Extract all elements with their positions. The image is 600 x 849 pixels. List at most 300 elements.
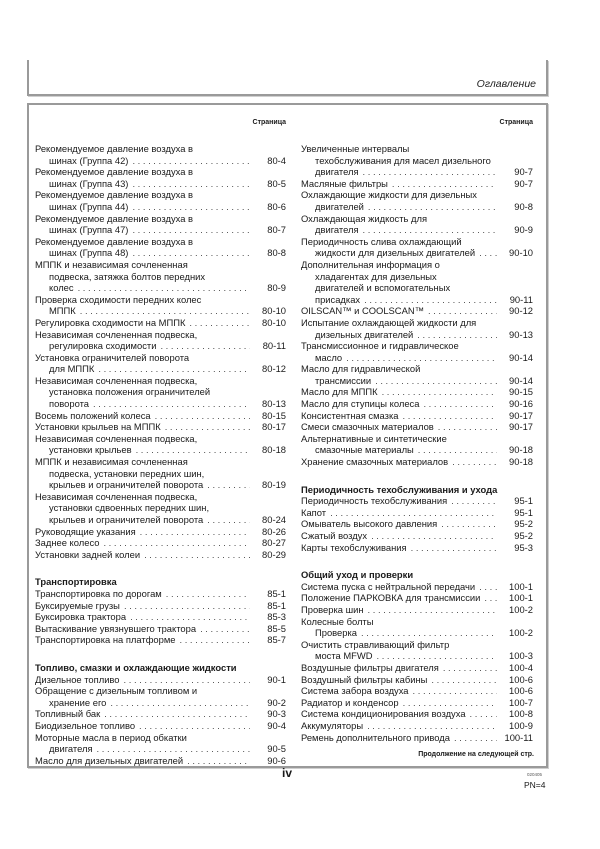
leader-dots: [187, 755, 250, 767]
entry-text: крыльев и ограничителей поворота: [49, 479, 204, 491]
entry-page: 100-7: [509, 696, 533, 708]
entry-text: Капот: [301, 506, 327, 518]
entry-text: Аккумуляторы: [301, 719, 364, 731]
leader-dots: [130, 611, 250, 623]
toc-entry[interactable]: [35, 421, 292, 433]
entry-text: Независимая сочлененная подвеска,: [35, 490, 198, 502]
entry-text: Буксировка трактора: [35, 611, 127, 623]
toc-entry[interactable]: [301, 530, 539, 542]
toc-entry[interactable]: [301, 386, 539, 398]
entry-text: двигателя: [49, 743, 93, 755]
entry-text: Увеличенные интервалы: [301, 143, 410, 154]
entry-text: установки крыльев: [49, 444, 132, 456]
entry-page: 80-4: [267, 154, 286, 166]
entry-text: шинах (Группа 44): [49, 200, 129, 212]
leader-dots: [413, 685, 497, 697]
entry-page: 100-6: [509, 685, 533, 697]
page-column-label: Страница: [252, 119, 286, 126]
toc-entry[interactable]: [301, 732, 539, 744]
section-title: Топливо, смазки и охлаждающие жидкости: [35, 661, 237, 673]
leader-dots: [368, 604, 497, 616]
entry-text: МППК и независимая сочлененная: [35, 258, 188, 270]
entry-text: Рекомендуемое давление воздуха в: [35, 189, 194, 201]
entry-page: 85-1: [267, 599, 286, 611]
leader-dots: [363, 166, 497, 178]
toc-entry[interactable]: [301, 456, 539, 468]
entry-text: дизельных двигателей: [315, 328, 414, 340]
entry-text: Дополнительная информация о: [301, 258, 440, 270]
leader-dots: [140, 526, 250, 538]
entry-text: Рекомендуемое давление воздуха в: [35, 235, 194, 247]
entry-page: 80-19: [262, 479, 286, 491]
entry-page: 95-1: [514, 495, 533, 507]
entry-text: Колесные болты: [301, 615, 374, 627]
entry-text: Масло для МППК: [301, 386, 378, 398]
entry-page: 95-2: [514, 518, 533, 530]
toc-entry[interactable]: [301, 305, 539, 317]
entry-text: Независимая сочлененная подвеска,: [35, 374, 198, 386]
entry-page: 90-11: [509, 293, 533, 305]
leader-dots: [411, 542, 497, 554]
toc-entry[interactable]: [301, 720, 539, 732]
leader-dots: [132, 201, 250, 213]
toc-entry[interactable]: [35, 755, 292, 767]
toc-entry[interactable]: [35, 456, 292, 491]
entry-page: 90-18: [509, 444, 533, 456]
entry-text: Система кондиционирования воздуха: [301, 708, 466, 720]
entry-text: Воздушные фильтры двигателя: [301, 661, 439, 673]
entry-page: 90-1: [267, 673, 286, 685]
leader-dots: [364, 294, 497, 306]
entry-text: Независимая сочлененная подвеска,: [35, 432, 198, 444]
entry-page: 100-6: [509, 673, 533, 685]
entry-text: трансмиссии: [315, 374, 372, 386]
entry-page: 90-14: [509, 374, 533, 386]
toc-entry[interactable]: [301, 363, 539, 386]
entry-text: Установка ограничителей поворота: [35, 351, 190, 363]
entry-text: Омыватель высокого давления: [301, 518, 438, 530]
leader-dots: [207, 514, 250, 526]
entry-text: двигателя: [315, 224, 359, 236]
toc-entry[interactable]: [35, 588, 292, 600]
toc-entry[interactable]: [35, 294, 292, 317]
entry-text: Воздушный фильтры кабины: [301, 673, 428, 685]
entry-text: подвеска, установки передних шин,: [49, 467, 205, 479]
toc-entry[interactable]: [301, 674, 539, 686]
toc-entry[interactable]: [35, 143, 292, 166]
entry-page: 90-13: [509, 328, 533, 340]
entry-page: 90-12: [509, 305, 533, 317]
leader-dots: [428, 305, 497, 317]
leader-dots: [382, 386, 497, 398]
entry-page: 90-15: [509, 386, 533, 398]
entry-page: 100-2: [509, 603, 533, 615]
entry-text: Смеси смазочных материалов: [301, 421, 434, 433]
leader-dots: [392, 178, 497, 190]
leader-dots: [166, 588, 250, 600]
entry-text: Радиатор и конденсор: [301, 696, 399, 708]
entry-text: шинах (Группа 48): [49, 247, 129, 259]
entry-text: Регулировка сходимости на МППК: [35, 316, 186, 328]
leader-dots: [363, 224, 497, 236]
entry-text: Рекомендуемое давление воздуха в: [35, 212, 194, 224]
toc-entry[interactable]: [35, 685, 292, 708]
entry-text: Очистить стравливающий фильтр: [301, 638, 450, 650]
entry-text: Руководящие указания: [35, 525, 136, 537]
toc-entry[interactable]: [301, 317, 539, 340]
entry-page: 85-5: [267, 622, 286, 634]
entry-page: 90-10: [509, 247, 533, 259]
entry-text: масло: [315, 351, 343, 363]
entry-text: Проверка сходимости передних колес: [35, 293, 202, 305]
entry-page: 85-1: [267, 587, 286, 599]
leader-dots: [403, 697, 497, 709]
entry-text: Заднее колесо: [35, 537, 100, 549]
leader-dots: [165, 421, 250, 433]
page-column-label: Страница: [499, 119, 533, 126]
toc-group: [301, 495, 539, 553]
entry-page: 80-26: [262, 525, 286, 537]
entry-page: 95-1: [514, 506, 533, 518]
entry-page: 90-16: [509, 398, 533, 410]
continued-note: Продолжение на следующей стр.: [418, 751, 534, 758]
toc-column-left: [35, 105, 292, 766]
entry-text: Независимая сочлененная подвеска,: [35, 328, 198, 340]
entry-page: 100-3: [509, 650, 533, 662]
leader-dots: [104, 708, 250, 720]
entry-text: шинах (Группа 47): [49, 224, 129, 236]
entry-text: жидкости для дизельных двигателей: [315, 247, 476, 259]
entry-page: 85-3: [267, 611, 286, 623]
entry-page: 100-2: [509, 627, 533, 639]
entry-page: 80-7: [267, 224, 286, 236]
entry-page: 90-9: [514, 224, 533, 236]
document-code: 020405: [527, 772, 543, 777]
entry-text: Испытание охлаждающей жидкости для: [301, 316, 477, 328]
entry-text: двигателей: [315, 200, 364, 212]
entry-text: OILSCAN™ и COOLSCAN™: [301, 305, 424, 317]
entry-text: Обращение с дизельным топливом и: [35, 685, 198, 697]
toc-entry[interactable]: [301, 662, 539, 674]
leader-dots: [441, 518, 497, 530]
leader-dots: [136, 444, 250, 456]
toc-group: [301, 581, 539, 743]
toc-entry[interactable]: [35, 720, 292, 732]
entry-text: Восемь положений колеса: [35, 409, 151, 421]
entry-text: Охлаждающая жидкость для: [301, 212, 428, 224]
leader-dots: [361, 627, 497, 639]
entry-text: крыльев и ограничителей поворота: [49, 514, 204, 525]
leader-dots: [160, 340, 250, 352]
header-frame: [27, 60, 548, 96]
entry-text: Периодичность техобслуживания: [301, 495, 448, 507]
toc-entry[interactable]: [35, 526, 292, 538]
entry-page: 80-5: [267, 177, 286, 189]
leader-dots: [139, 720, 250, 732]
entry-page: 80-24: [262, 514, 286, 525]
entry-text: двигателя: [315, 166, 359, 178]
toc-entry[interactable]: [35, 213, 292, 236]
entry-text: Транспортировка на платформе: [35, 634, 176, 646]
entry-page: 90-6: [267, 754, 286, 766]
entry-page: 85-7: [267, 634, 286, 646]
entry-text: Установки задней колеи: [35, 548, 141, 560]
entry-page: 100-9: [509, 719, 533, 731]
entry-page: 80-10: [262, 305, 286, 317]
leader-dots: [124, 600, 250, 612]
entry-page: 90-7: [514, 177, 533, 189]
leader-dots: [423, 398, 497, 410]
leader-dots: [132, 155, 250, 167]
entry-page: 80-17: [262, 421, 286, 433]
entry-page: 90-7: [514, 166, 533, 178]
entry-text: присадках: [315, 293, 361, 305]
toc-entry[interactable]: [35, 732, 292, 755]
toc-entry[interactable]: [35, 611, 292, 623]
entry-text: хранение его: [49, 696, 107, 708]
toc-entry[interactable]: [301, 236, 539, 259]
toc-entry[interactable]: [35, 623, 292, 635]
entry-text: Карты техобслуживания: [301, 541, 407, 553]
toc-entry[interactable]: [301, 507, 539, 519]
toc-entry[interactable]: [301, 592, 539, 604]
toc-entry[interactable]: [301, 518, 539, 530]
entry-text: Проверка шин: [301, 603, 364, 615]
toc-entry[interactable]: [35, 259, 292, 294]
entry-page: 80-13: [262, 398, 286, 410]
entry-page: 90-18: [509, 456, 533, 468]
toc-entry[interactable]: [301, 581, 539, 593]
entry-text: Сжатый воздух: [301, 530, 368, 541]
entry-text: МППК и независимая сочлененная: [35, 456, 188, 468]
entry-text: установка положения ограничителей: [49, 386, 211, 398]
entry-text: Масло для ступицы колеса: [301, 398, 420, 410]
toc-entry[interactable]: [35, 375, 292, 410]
section-title: Периодичность техобслуживания и ухода: [301, 483, 498, 495]
entry-page: 80-12: [262, 363, 286, 375]
entry-page: 95-2: [514, 530, 533, 541]
toc-entry[interactable]: [35, 329, 292, 352]
entry-text: техобслуживания для масел дизельного: [315, 154, 491, 166]
entry-text: смазочные материалы: [315, 444, 414, 456]
leader-dots: [431, 674, 497, 686]
leader-dots: [402, 410, 497, 422]
toc-entry[interactable]: [301, 259, 539, 305]
entry-text: Транспортировка по дорогам: [35, 587, 162, 599]
entry-page: 100-1: [509, 592, 533, 604]
entry-text: для МППК: [49, 363, 95, 375]
entry-text: Рекомендуемое давление воздуха в: [35, 143, 194, 154]
leader-dots: [418, 444, 497, 456]
entry-page: 80-27: [262, 537, 286, 549]
toc-entry[interactable]: [301, 542, 539, 554]
entry-text: Установки крыльев на МППК: [35, 421, 161, 433]
toc-entry[interactable]: [301, 178, 539, 190]
toc-entry[interactable]: [301, 495, 539, 507]
leader-dots: [78, 282, 250, 294]
entry-text: Ремень дополнительного привода: [301, 731, 450, 743]
entry-text: Топливный бак: [35, 708, 101, 720]
toc-entry[interactable]: [35, 600, 292, 612]
toc-group: [301, 143, 539, 468]
leader-dots: [479, 247, 497, 259]
toc-column-right: [301, 105, 539, 743]
toc-entry[interactable]: [301, 604, 539, 616]
leader-dots: [97, 743, 250, 755]
toc-entry[interactable]: [301, 616, 539, 639]
leader-dots: [377, 650, 497, 662]
pn-label: PN=4: [524, 780, 546, 790]
toc-entry[interactable]: [301, 340, 539, 363]
entry-page: 90-14: [509, 351, 533, 363]
entry-page: 100-11: [504, 731, 533, 743]
entry-text: двигателей и вспомогательных: [315, 282, 451, 294]
toc-entry[interactable]: [35, 166, 292, 189]
toc-entry[interactable]: [301, 639, 539, 662]
leader-dots: [93, 398, 250, 410]
toc-box: [27, 103, 548, 768]
section-title: Транспортировка: [35, 576, 117, 588]
leader-dots: [124, 674, 250, 686]
entry-text: моста MFWD: [315, 650, 373, 662]
entry-text: Положение ПАРКОВКА для трансмиссии: [301, 592, 481, 604]
entry-text: установки сдвоенных передних шин,: [49, 502, 210, 514]
leader-dots: [330, 507, 497, 519]
toc-entry[interactable]: [35, 634, 292, 646]
entry-page: 100-8: [509, 708, 533, 720]
leader-dots: [189, 317, 250, 329]
toc-entry[interactable]: [35, 708, 292, 720]
leader-dots: [452, 456, 497, 468]
toc-entry[interactable]: [35, 674, 292, 686]
entry-text: Проверка: [315, 627, 357, 639]
entry-text: Периодичность слива охлаждающий: [301, 235, 462, 247]
toc-entry[interactable]: [301, 685, 539, 697]
entry-page: 100-1: [509, 580, 533, 592]
toc-entry[interactable]: [35, 433, 292, 456]
leader-dots: [371, 530, 497, 542]
entry-text: шинах (Группа 43): [49, 177, 129, 189]
toc-entry[interactable]: [35, 352, 292, 375]
toc-entry[interactable]: [35, 410, 292, 422]
toc-entry[interactable]: [301, 433, 539, 456]
toc-entry[interactable]: [35, 189, 292, 212]
entry-page: 80-11: [262, 340, 286, 352]
entry-text: регулировка сходимости: [49, 340, 157, 352]
entry-page: 100-4: [509, 661, 533, 673]
entry-page: 80-15: [262, 409, 286, 421]
leader-dots: [417, 329, 497, 341]
entry-text: Трансмиссионное и гидравлическое: [301, 340, 459, 352]
leader-dots: [144, 549, 250, 561]
toc-entry[interactable]: [35, 537, 292, 549]
entry-text: Рекомендуемое давление воздуха в: [35, 166, 194, 178]
entry-text: колес: [49, 282, 74, 294]
entry-page: 90-5: [267, 743, 286, 755]
entry-text: Система пуска с нейтральной передачи: [301, 580, 476, 592]
entry-text: Масло для дизельных двигателей: [35, 754, 184, 766]
entry-text: Вытаскивание увязнувшего трактора: [35, 622, 197, 634]
leader-dots: [346, 352, 497, 364]
leader-dots: [110, 697, 250, 709]
entry-text: МППК: [49, 305, 76, 317]
leader-dots: [180, 634, 250, 646]
entry-page: 80-18: [262, 444, 286, 456]
leader-dots: [98, 363, 250, 375]
entry-page: 80-6: [267, 200, 286, 212]
leader-dots: [479, 581, 497, 593]
toc-entry[interactable]: [35, 317, 292, 329]
leader-dots: [454, 732, 497, 744]
toc-entry[interactable]: [301, 213, 539, 236]
entry-page: 90-2: [267, 696, 286, 708]
toc-entry[interactable]: [35, 549, 292, 561]
toc-entry[interactable]: [301, 708, 539, 720]
entry-text: Моторные масла в период обкатки: [35, 731, 187, 743]
leader-dots: [155, 410, 250, 422]
leader-dots: [443, 662, 497, 674]
entry-page: 80-29: [262, 548, 286, 560]
toc-entry[interactable]: [301, 398, 539, 410]
entry-text: шинах (Группа 42): [49, 154, 129, 166]
entry-page: 90-8: [514, 200, 533, 212]
entry-text: подвеска, затяжка болтов передних: [49, 270, 206, 282]
toc-entry[interactable]: [301, 410, 539, 422]
entry-page: 90-17: [509, 421, 533, 433]
entry-page: 80-10: [262, 316, 286, 328]
header-title: Оглавление: [476, 78, 536, 90]
entry-page: 80-9: [267, 282, 286, 294]
toc-entry[interactable]: [301, 143, 539, 178]
entry-text: поворота: [49, 398, 90, 410]
entry-page: 80-8: [267, 247, 286, 259]
entry-page: 90-4: [267, 719, 286, 731]
toc-entry[interactable]: [35, 491, 292, 526]
leader-dots: [80, 305, 250, 317]
leader-dots: [470, 708, 497, 720]
leader-dots: [375, 375, 497, 387]
entry-text: Консистентная смазка: [301, 409, 399, 421]
entry-text: хладагентах для дизельных: [315, 270, 437, 282]
entry-text: Масло для гидравлической: [301, 363, 421, 375]
toc-entry[interactable]: [35, 236, 292, 259]
page-number: iv: [282, 766, 293, 780]
leader-dots: [207, 479, 250, 491]
leader-dots: [132, 224, 250, 236]
entry-text: Буксируемые грузы: [35, 599, 120, 611]
section-title: Общий уход и проверки: [301, 569, 414, 581]
toc-group: [35, 588, 292, 646]
entry-text: Хранение смазочных материалов: [301, 456, 449, 468]
leader-dots: [484, 592, 497, 604]
entry-text: Масляные фильтры: [301, 177, 388, 189]
toc-group: [35, 143, 292, 560]
leader-dots: [368, 201, 497, 213]
entry-text: Система забора воздуха: [301, 685, 409, 697]
leader-dots: [200, 623, 250, 635]
leader-dots: [132, 247, 250, 259]
entry-page: 90-3: [267, 708, 286, 720]
entry-text: Дизельное топливо: [35, 673, 120, 685]
toc-entry[interactable]: [301, 189, 539, 212]
entry-page: 95-3: [514, 541, 533, 553]
entry-text: Охлаждающие жидкости для дизельных: [301, 189, 477, 201]
toc-entry[interactable]: [301, 421, 539, 433]
leader-dots: [451, 495, 497, 507]
leader-dots: [367, 720, 497, 732]
leader-dots: [103, 537, 250, 549]
toc-entry[interactable]: [301, 697, 539, 709]
